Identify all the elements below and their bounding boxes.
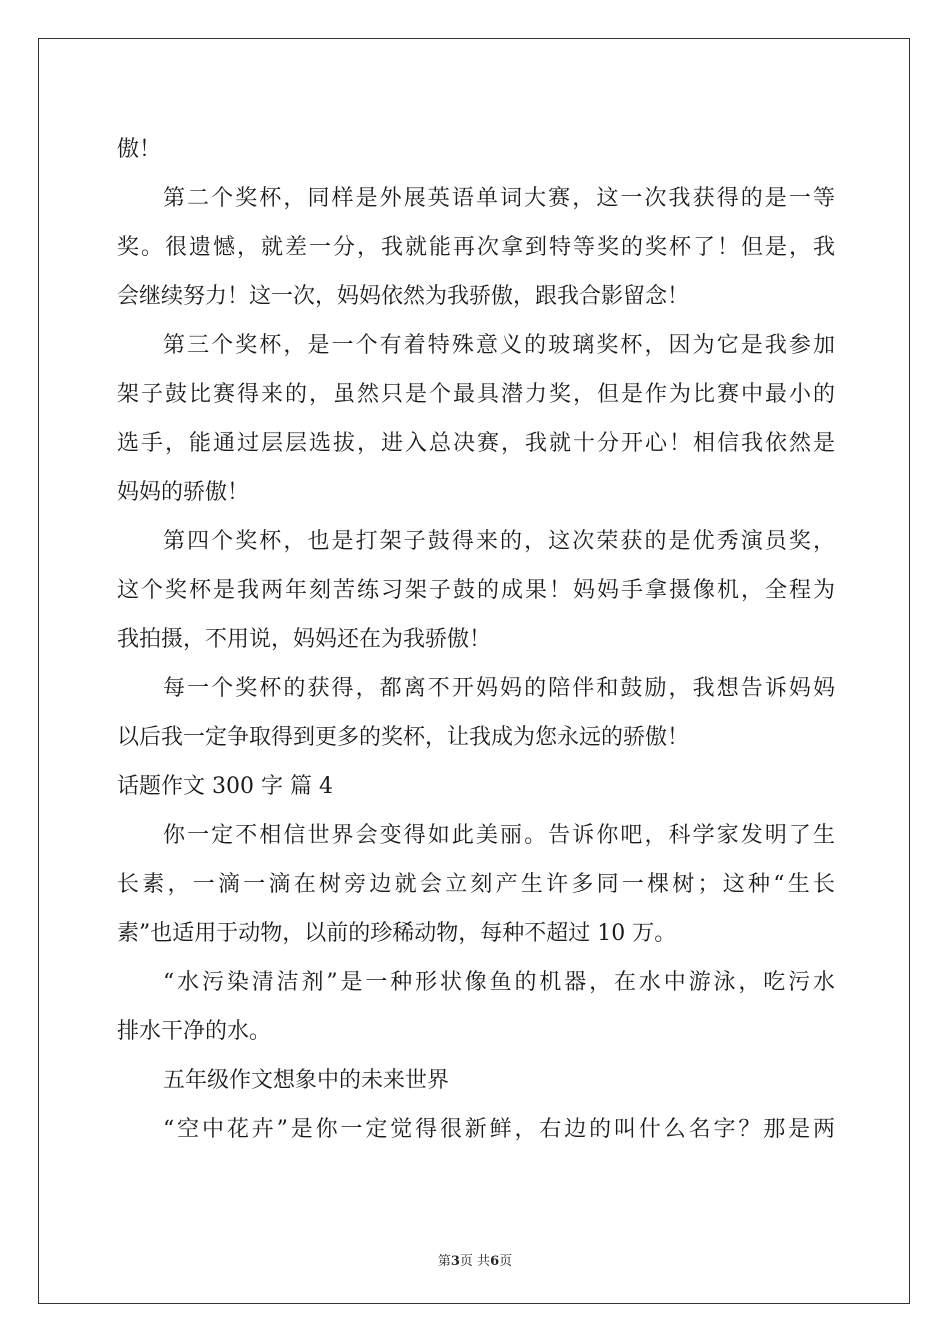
footer-prefix: 第 <box>437 1254 451 1269</box>
text-line: 我拍摄，不用说，妈妈还在为我骄傲！ <box>117 627 492 652</box>
text-line: 素”也适用于动物，以前的珍稀动物，每种不超过 10 万。 <box>117 921 677 946</box>
section-heading: 话题作文 300 字 篇 4 <box>117 774 333 799</box>
text-line: 选手，能通过层层选拔，进入总决赛，我就十分开心！相信我依然是 <box>117 431 835 456</box>
footer-suffix: 页 <box>499 1254 513 1269</box>
text-line: 排水干净的水。 <box>117 1019 272 1044</box>
text-line: 长素，一滴一滴在树旁边就会立刻产生许多同一棵树；这种“生长 <box>117 872 835 897</box>
text-line: 第三个奖杯，是一个有着特殊意义的玻璃奖杯，因为它是我参加 <box>163 333 835 358</box>
document-body <box>117 125 835 1154</box>
page-footer <box>0 1250 950 1269</box>
text-line: 五年级作文想象中的未来世界 <box>163 1068 450 1093</box>
text-line: 这个奖杯是我两年刻苦练习架子鼓的成果！妈妈手拿摄像机，全程为 <box>117 578 835 603</box>
text-line: “水污染清洁剂”是一种形状像鱼的机器，在水中游泳，吃污水 <box>163 970 835 995</box>
text-line: 妈妈的骄傲！ <box>117 480 250 505</box>
footer-total-pages: 6 <box>490 1254 500 1269</box>
footer-page-number: 3 <box>450 1254 460 1269</box>
text-line: “空中花卉”是你一定觉得很新鲜，右边的叫什么名字？那是两 <box>163 1117 835 1142</box>
text-line: 每一个奖杯的获得，都离不开妈妈的陪伴和鼓励，我想告诉妈妈 <box>163 676 835 701</box>
text-line: 架子鼓比赛得来的，虽然只是个最具潜力奖，但是作为比赛中最小的 <box>117 382 835 407</box>
text-line: 傲！ <box>117 137 162 162</box>
footer-middle: 页 共 <box>459 1254 491 1269</box>
text-line: 第二个奖杯，同样是外展英语单词大赛，这一次我获得的是一等 <box>163 186 835 211</box>
text-line: 会继续努力！这一次，妈妈依然为我骄傲，跟我合影留念！ <box>117 284 690 309</box>
text-line: 第四个奖杯，也是打架子鼓得来的，这次荣获的是优秀演员奖， <box>163 529 835 554</box>
text-line: 奖。很遗憾，就差一分，我就能再次拿到特等奖的奖杯了！但是，我 <box>117 235 835 260</box>
text-line: 你一定不相信世界会变得如此美丽。告诉你吧，科学家发明了生 <box>163 823 835 848</box>
text-line: 以后我一定争取得到更多的奖杯，让我成为您永远的骄傲！ <box>117 725 690 750</box>
